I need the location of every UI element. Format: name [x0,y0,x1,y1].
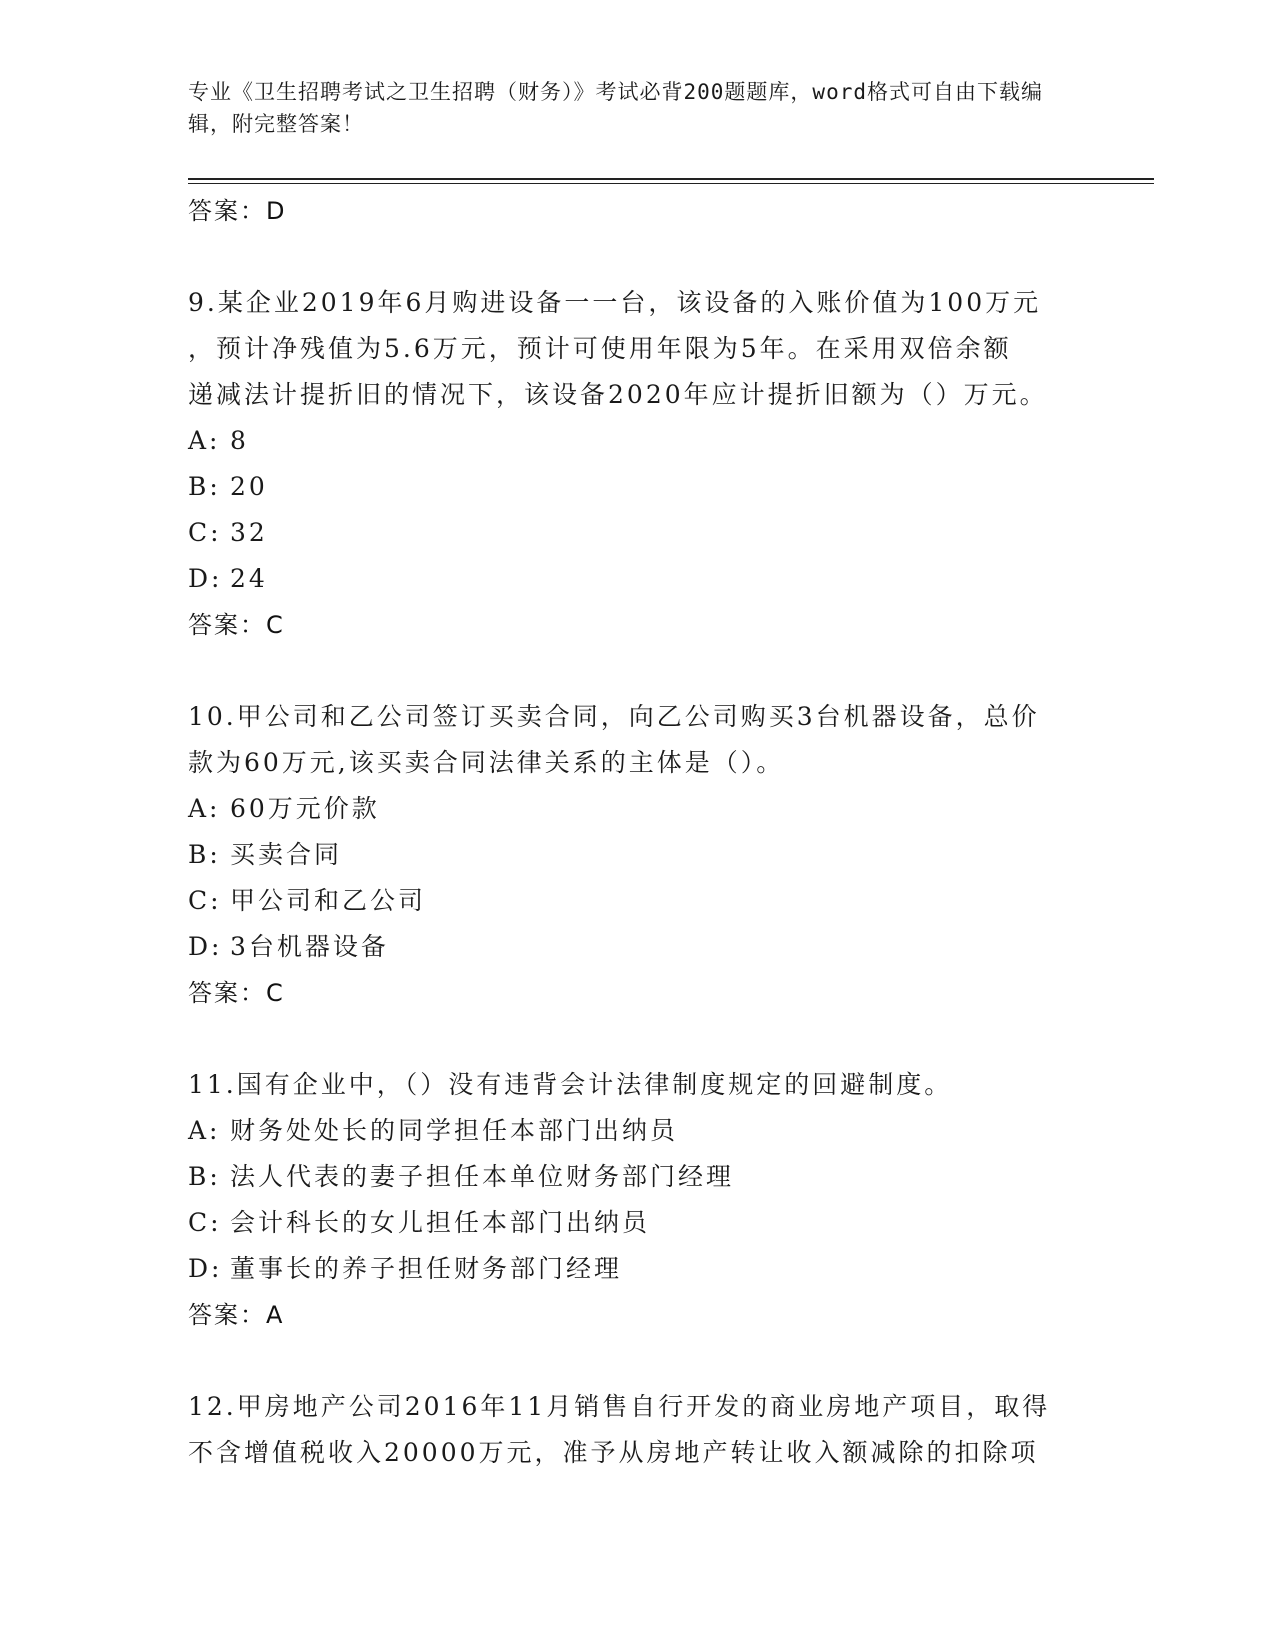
option-letter: C: [188,518,222,547]
option-letter: C: [188,886,222,915]
option-text: 买卖合同 [230,840,343,869]
option-text: 20 [230,472,268,501]
option-a [188,418,1088,464]
option-d [188,1246,1088,1292]
question-item [188,1062,1088,1338]
question-item [188,694,1088,1016]
option-letter: C: [188,1208,222,1237]
option-b [188,832,1088,878]
option-letter: A: [188,1116,221,1145]
answer-line: 答案：C [188,979,285,1007]
option-d [188,556,1088,602]
question-item [188,1384,1088,1476]
option-text: 财务处处长的同学担任本部门出纳员 [230,1116,679,1145]
option-b [188,464,1088,510]
header-divider [188,178,1154,180]
option-letter: B: [188,472,221,501]
option-letter: D: [188,1254,223,1283]
option-text: 8 [230,426,249,455]
option-text: 60万元价款 [230,794,380,823]
question-line: 10.甲公司和乙公司签订买卖合同，向乙公司购买3台机器设备，总价 [188,702,1040,731]
header-divider-thin [188,183,1154,184]
option-a [188,1108,1088,1154]
question-line: 11.国有企业中，（）没有违背会计法律制度规定的回避制度。 [188,1070,953,1099]
option-letter: A: [188,426,221,455]
option-c [188,1200,1088,1246]
option-text: 甲公司和乙公司 [230,886,427,915]
question-line: 不含增值税收入20000万元，准予从房地产转让收入额减除的扣除项 [188,1438,1039,1467]
option-a [188,786,1088,832]
answer-line: 答案：A [188,1301,285,1329]
option-text: 会计科长的女儿担任本部门出纳员 [230,1208,651,1237]
document-header: 专业《卫生招聘考试之卫生招聘（财务）》考试必背200题题库，word格式可自由下载编辑，附完整答案！ [188,80,1043,136]
option-letter: A: [188,794,221,823]
answer-line: 答案：C [188,611,285,639]
option-text: 董事长的养子担任财务部门经理 [230,1254,623,1283]
option-c [188,878,1088,924]
option-text: 24 [230,564,268,593]
option-d [188,924,1088,970]
option-b [188,1154,1088,1200]
question-line: 款为60万元,该买卖合同法律关系的主体是（）。 [188,748,785,777]
question-line: 9.某企业2019年6月购进设备一一台，该设备的入账价值为100万元 [188,288,1042,317]
question-list [188,188,1088,1476]
option-text: 3台机器设备 [230,932,389,961]
option-text: 法人代表的妻子担任本单位财务部门经理 [230,1162,735,1191]
question-line: 12.甲房地产公司2016年11月销售自行开发的商业房地产项目，取得 [188,1392,1051,1421]
option-letter: B: [188,840,221,869]
option-text: 32 [230,518,268,547]
option-letter: B: [188,1162,221,1191]
option-letter: D: [188,932,223,961]
answer-line: 答案：D [188,197,287,225]
question-line: 递减法计提折旧的情况下，该设备2020年应计提折旧额为（）万元。 [188,380,1048,409]
option-letter: D: [188,564,223,593]
question-item [188,280,1088,648]
option-c [188,510,1088,556]
question-line: ，预计净残值为5.6万元，预计可使用年限为5年。在采用双倍余额 [188,334,1012,363]
